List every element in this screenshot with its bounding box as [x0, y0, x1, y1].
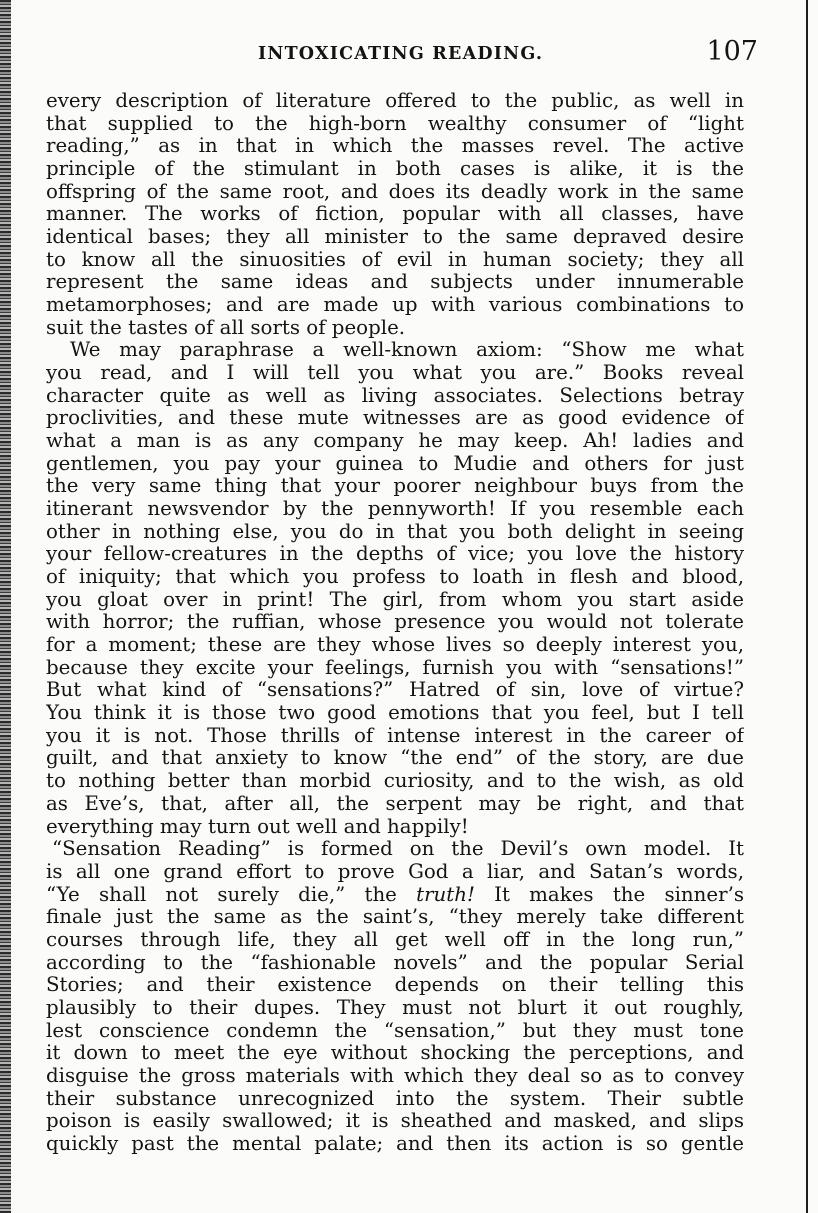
page-number: 107: [706, 36, 758, 67]
text-line: every description of literature offered to the public, as well in: [46, 90, 744, 112]
text-line: manner. The works of fiction, popular with all classes, have: [46, 203, 744, 226]
text-line: is all one grand effort to prove God a liar, and Satan’s words,: [46, 860, 744, 883]
text-line: guilt, and that anxiety to know “the end” of the story, are due: [46, 747, 744, 770]
text-line: metamorphoses; and are made up with various combinations to: [46, 294, 744, 317]
page-edge-rule: [806, 0, 808, 1213]
emphasized-word: truth!: [416, 883, 475, 906]
body-text: [46, 90, 744, 1156]
text-line: because they excite your feelings, furnish you with “sensations!”: [46, 656, 744, 679]
text-line: proclivities, and these mute witnesses are as good evidence of: [46, 407, 744, 430]
page-header: [258, 36, 758, 76]
text-line: identical bases; they all minister to the same depraved desire: [46, 226, 744, 249]
text-line: gentlemen, you pay your guinea to Mudie and others for just: [46, 452, 744, 475]
text-line: for a moment; these are they whose lives so deeply interest you,: [46, 634, 744, 657]
text-line: quickly past the mental palate; and then its action is so gentle: [46, 1132, 744, 1155]
text-line: to nothing better than morbid curiosity, and to the wish, as old: [46, 770, 744, 793]
text-line: of iniquity; that which you profess to loath in flesh and blood,: [46, 566, 744, 589]
text-line: character quite as well as living associates. Selections betray: [46, 384, 744, 407]
text-line: the very same thing that your poorer neighbour buys from the: [46, 475, 744, 498]
text-line: to know all the sinuosities of evil in human society; they all: [46, 248, 744, 271]
text-line: as Eve’s, that, after all, the serpent may be right, and that: [46, 792, 744, 815]
text-line: everything may turn out well and happily!: [46, 815, 469, 838]
text-line: offspring of the same root, and does its deadly work in the same: [46, 180, 744, 203]
text-line: according to the “fashionable novels” and the popular Serial: [46, 951, 744, 974]
text-line: what a man is as any company he may keep. Ah! ladies and: [46, 430, 744, 453]
paragraph-first-line: “Sensation Reading” is formed on the Devil’s own model. It: [52, 838, 744, 861]
text-line: lest conscience condemn the “sensation,” but they must tone: [46, 1019, 744, 1042]
text-line: reading,” as in that in which the masses revel. The active: [46, 135, 744, 158]
text-line: it down to meet the eye without shocking the perceptions, and: [46, 1042, 744, 1065]
book-binding-edge: [0, 0, 11, 1213]
text-line: But what kind of “sensations?” Hatred of sin, love of virtue?: [46, 679, 744, 702]
text-line: you gloat over in print! The girl, from whom you start aside: [46, 588, 744, 611]
text-line: with horror; the ruffian, whose presence you would not tolerate: [46, 611, 744, 634]
text-line: that supplied to the high-born wealthy consumer of “light: [46, 112, 744, 135]
text-line: Stories; and their existence depends on their telling this: [46, 974, 744, 997]
text-line: poison is easily swallowed; it is sheathed and masked, and slips: [46, 1110, 744, 1133]
text-line: represent the same ideas and subjects under innumerable: [46, 271, 744, 294]
text-line: principle of the stimulant in both cases is alike, it is the: [46, 158, 744, 181]
text-line: You think it is those two good emotions that you feel, but I tell: [46, 702, 744, 725]
text-line: you it is not. Those thrills of intense interest in the career of: [46, 724, 744, 747]
text-line: itinerant newsvendor by the pennyworth! If you resemble each: [46, 498, 744, 521]
text-line: disguise the gross materials with which they deal so as to convey: [46, 1064, 744, 1087]
paragraph-first-line: We may paraphrase a well-known axiom: “Show me what: [70, 339, 744, 362]
text-line: finale just the same as the saint’s, “they merely take different: [46, 906, 744, 929]
text-line: other in nothing else, you do in that you both delight in seeing: [46, 520, 744, 543]
running-title: INTOXICATING READING.: [258, 44, 544, 64]
text-line: plausibly to their dupes. They must not blurt it out roughly,: [46, 996, 744, 1019]
text-line: their substance unrecognized into the system. Their subtle: [46, 1087, 744, 1110]
text-line: “Ye shall not surely die,” the truth! It makes the sinner’s: [46, 883, 744, 906]
text-line: courses through life, they all get well off in the long run,”: [46, 928, 744, 951]
text-line: you read, and I will tell you what you are.” Books reveal: [46, 362, 744, 385]
text-line: your fellow-creatures in the depths of vice; you love the history: [46, 543, 744, 566]
text-line: suit the tastes of all sorts of people.: [46, 316, 406, 339]
